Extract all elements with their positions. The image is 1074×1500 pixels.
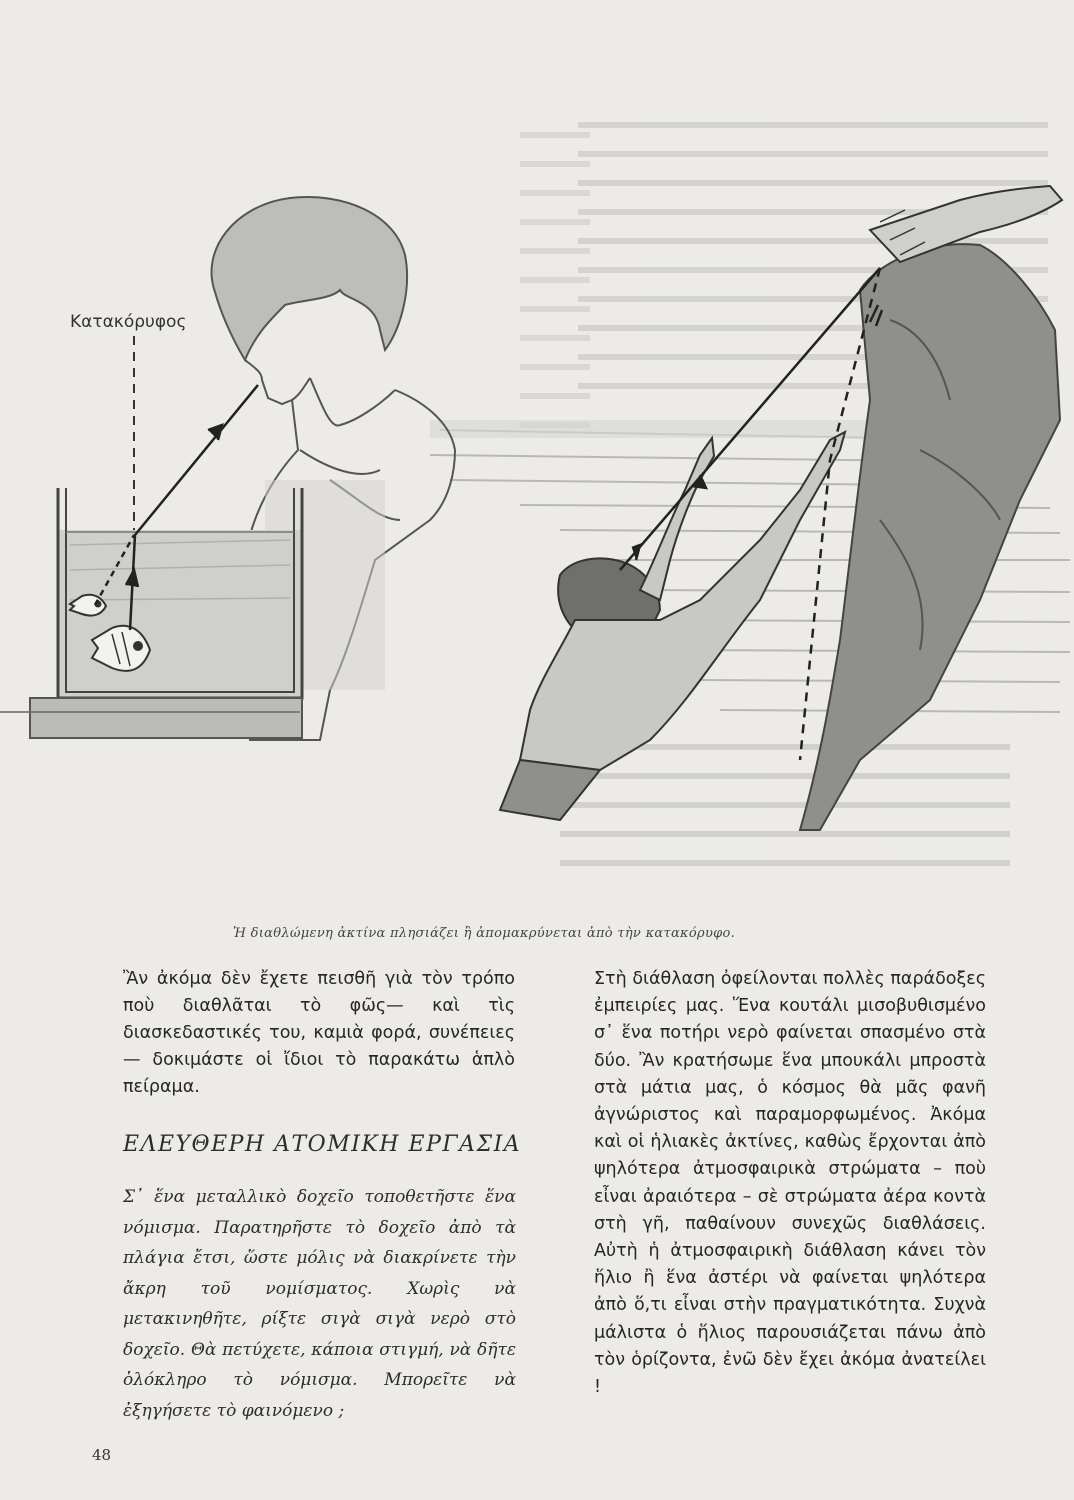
right-paragraph: Στὴ διάθλαση ὀφείλονται πολλὲς παράδοξες ἐμπειρίες μας. Ἕνα κουτάλι μισοβυθισμένο σ᾿ ἕνα ποτήρι νερὸ φαίνεται σπασμένο στὰ δύο. Ἂν κρατήσωμε ἕνα μπουκάλι μπροστὰ στὰ μάτια μας, ὁ κόσμος θὰ μᾶς φανῆ ἀγνώριστος καὶ παραμορφωμένος. Ἀκόμα καὶ οἱ ἡλιακὲς ἀκτίνες, καθὼς ἔρχονται ἀπὸ ψηλότερα ἀτμοσφαιρικὰ στρώματα – ποὺ εἶναι ἀραιότερα – σὲ στρώματα ἀέρα κοντὰ στὴ γῆ, παθαίνουν συνεχῶς διαθλάσεις. Αὐτὴ ἡ ἀτμοσφαιρικὴ διάθλαση κάνει τὸν ἥλιο ἢ ἕνα ἀστέρι νὰ φαίνεται ψηλότερα ἀπὸ ὅ,τι εἶναι στὴν πραγματικότητα. Συχνὰ μάλιστα ὁ ἥλιος παρουσιάζεται πάνω ἀπὸ τὸν ὁρίζοντα, ἐνῶ δὲν ἔχει ἀκόμα ἀνατείλει ! (594, 969, 986, 1398)
table (30, 698, 302, 738)
vertical-label: Κατακόρυφος (70, 312, 187, 332)
page-number: 48 (92, 1446, 112, 1464)
figure-caption: Ἡ διαθλώμενη ἀκτίνα πλησιάζει ἢ ἀπομακρύνεται ἀπὸ τὴν κατακόρυφο. (233, 926, 736, 941)
diver-figure (500, 432, 845, 820)
cliff (800, 244, 1060, 830)
section-heading: ΕΛΕΥΘΕΡΗ ΑΤΟΜΙΚΗ ΕΡΓΑΣΙΑ (123, 1132, 522, 1157)
exercise-paragraph: Σ᾿ ἕνα μεταλλικὸ δοχεῖο τοποθετῆστε ἕνα νόμισμα. Παρατηρῆστε τὸ δοχεῖο ἀπὸ τὰ πλάγια ἔτσι, ὥστε μόλις νὰ διακρίνετε τὴν ἄκρη τοῦ νομίσματος. Χωρὶς νὰ μετακινηθῆτε, ρίξτε σιγὰ σιγὰ νερὸ στὸ δοχεῖο. Θὰ πετύχετε, κάποια στιγμή, νὰ δῆτε ὁλόκληρο τὸ νόμισμα. Μπορεῖτε νὰ ἐξηγήσετε τὸ φαινόμενο ; (123, 1187, 516, 1421)
left-intro-paragraph: Ἂν ἀκόμα δὲν ἔχετε πεισθῆ γιὰ τὸν τρόπο ποὺ διαθλᾶται τὸ φῶς— καὶ τὶς διασκεδαστικές του, καμιὰ φορά, συνέπειες— δοκιμάστε οἱ ἴδιοι τὸ παρακάτω ἁπλὸ πείραμα. (123, 969, 515, 1097)
